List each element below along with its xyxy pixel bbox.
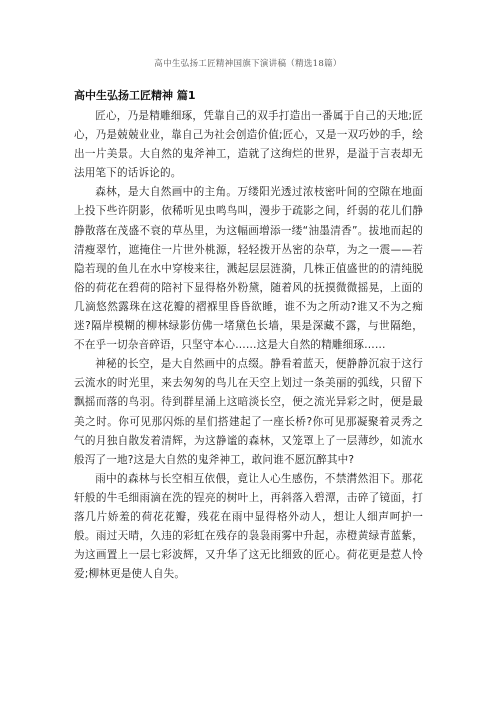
paragraph-1: 匠心，乃是精雕细琢，凭靠自己的双手打造出一番属于自己的天地;匠心，乃是兢兢业业，靠自己为社会创造价值;匠心，又是一双巧妙的手，绘出一片美景。大自然的鬼斧神工，造就了这绚烂的世界，是溢于言表却无法用笔下的话诉论的。 xyxy=(74,110,423,180)
article-body xyxy=(74,88,423,584)
paragraph-3: 神秘的长空，是大自然画中的点缀。静看着蓝天，便静静沉寂于这行云流水的时光里，来去匆匆的鸟儿在天空上划过一条美丽的弧线，只留下飘摇而落的鸟羽。待到群星涌上这暗淡长空，便之流光异彩之时，便是最美之时。你可见那闪烁的星们搭建起了一座长桥?你可见那凝聚着灵秀之气的月独自散发着清辉，为这静谧的森林，又笼罩上了一层薄纱，如流水般泻了一地?这是大自然的鬼斧神工，敢问谁不愿沉醉其中? xyxy=(74,358,423,466)
paragraph-4: 雨中的森林与长空相互依偎，竟让人心生感伤，不禁潸然泪下。那花轩般的牛毛细雨滴在洗的锃亮的树叶上，再斜落入碧潭，击碎了镜面，打落几片娇羞的荷花花瓣，残花在雨中显得格外动人，想让人细声呵护一般。雨过天晴，久违的彩虹在残存的袅袅雨雾中升起，赤橙黄绿青蓝紫，为这画置上一层七彩波辉，又升华了这无比细致的匠心。荷花更是惹人怜爱;柳林更是使人自失。 xyxy=(74,472,423,581)
document-header: 高中生弘扬工匠精神国旗下演讲稿（精选18篇） xyxy=(154,59,342,69)
paragraph-2: 森林，是大自然画中的主角。万缕阳光透过浓枝密叶间的空隙在地面上投下些许阴影，依稀听见虫鸣鸟叫，漫步于疏影之间，纤弱的花儿们静静散落在茂盛不衰的草丛里，为这幅画增添一缕“油墨清香”。拔地而起的清瘦翠竹，遮掩住一片世外桃源，轻轻拨开丛密的杂草，为之一震——若隐若现的鱼儿在水中穿梭来往，溅起层层涟漪，几株正值盛世的的清纯脱俗的荷花在碧荷的陪衬下显得格外粉黛，随着风的抚摸微微摇晃，上面的几滴悠然露珠在这花瓣的褶褓里昏昏欲睡，谁不为之所动?谁又不为之痴迷?隔岸模糊的柳林绿影仿佛一堵黛色长墙，果是深藏不露，与世隔绝，不在乎一切杂音碎语，只坚守本心……这是大自然的精雕细琢…… xyxy=(74,186,423,352)
article-title: 高中生弘扬工匠精神 篇1 xyxy=(74,89,196,102)
